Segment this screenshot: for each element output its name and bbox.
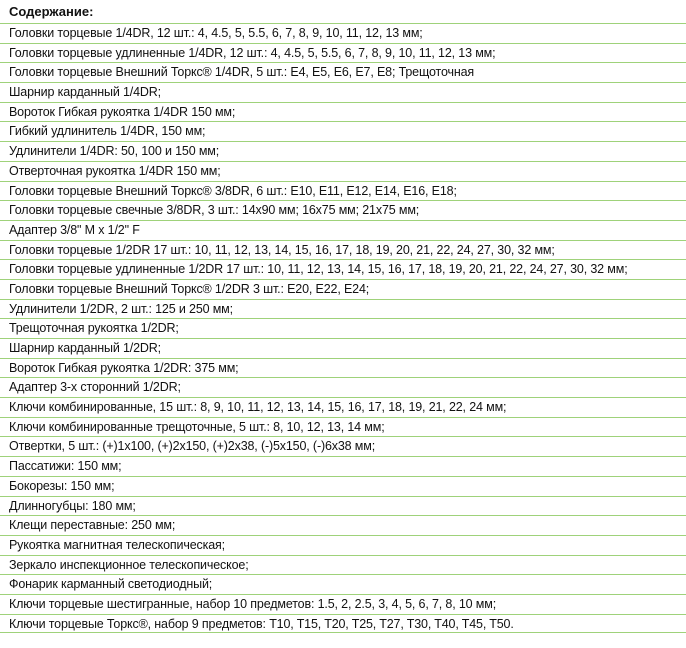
contents-row: Длинногубцы: 180 мм; <box>0 496 686 516</box>
contents-row: Отверточная рукоятка 1/4DR 150 мм; <box>0 161 686 181</box>
contents-row: Вороток Гибкая рукоятка 1/2DR: 375 мм; <box>0 358 686 378</box>
contents-row: Ключи торцевые Торкс®, набор 9 предметов: T10, T15, T20, T25, T27, T30, T40, T45, T50. <box>0 614 686 634</box>
contents-row: Рукоятка магнитная телескопическая; <box>0 535 686 555</box>
contents-row: Головки торцевые свечные 3/8DR, 3 шт.: 14x90 мм; 16x75 мм; 21x75 мм; <box>0 200 686 220</box>
contents-row: Шарнир карданный 1/4DR; <box>0 82 686 102</box>
contents-row: Адаптер 3-х сторонний 1/2DR; <box>0 377 686 397</box>
contents-row: Головки торцевые 1/2DR 17 шт.: 10, 11, 12, 13, 14, 15, 16, 17, 18, 19, 20, 21, 22, 24, 27, 30, 32 мм; <box>0 240 686 260</box>
contents-row: Трещоточная рукоятка 1/2DR; <box>0 318 686 338</box>
contents-row: Фонарик карманный светодиодный; <box>0 574 686 594</box>
contents-title: Содержание: <box>9 4 94 19</box>
contents-row: Головки торцевые Внешний Торкс® 1/2DR 3 шт.: E20, E22, E24; <box>0 279 686 299</box>
contents-row: Головки торцевые Внешний Торкс® 1/4DR, 5 шт.: E4, E5, E6, E7, E8; Трещоточная <box>0 62 686 82</box>
contents-row: Шарнир карданный 1/2DR; <box>0 338 686 358</box>
contents-row: Головки торцевые удлиненные 1/2DR 17 шт.: 10, 11, 12, 13, 14, 15, 16, 17, 18, 19, 20, 21, 22, 24, 27, 30, 32 мм; <box>0 259 686 279</box>
contents-row: Клещи переставные: 250 мм; <box>0 515 686 535</box>
contents-row: Головки торцевые 1/4DR, 12 шт.: 4, 4.5, 5, 5.5, 6, 7, 8, 9, 10, 11, 12, 13 мм; <box>0 23 686 43</box>
contents-row: Удлинители 1/2DR, 2 шт.: 125 и 250 мм; <box>0 299 686 319</box>
contents-row: Пассатижи: 150 мм; <box>0 456 686 476</box>
contents-row: Зеркало инспекционное телескопическое; <box>0 555 686 575</box>
contents-row: Адаптер 3/8" M x 1/2" F <box>0 220 686 240</box>
contents-row: Удлинители 1/4DR: 50, 100 и 150 мм; <box>0 141 686 161</box>
contents-row: Ключи комбинированные, 15 шт.: 8, 9, 10, 11, 12, 13, 14, 15, 16, 17, 18, 19, 21, 22, 24 мм; <box>0 397 686 417</box>
contents-row: Вороток Гибкая рукоятка 1/4DR 150 мм; <box>0 102 686 122</box>
contents-row: Отвертки, 5 шт.: (+)1x100, (+)2x150, (+)2x38, (-)5x150, (-)6x38 мм; <box>0 436 686 456</box>
contents-row: Гибкий удлинитель 1/4DR, 150 мм; <box>0 121 686 141</box>
contents-row: Ключи торцевые шестигранные, набор 10 предметов: 1.5, 2, 2.5, 3, 4, 5, 6, 7, 8, 10 мм; <box>0 594 686 614</box>
contents-row: Ключи комбинированные трещоточные, 5 шт.: 8, 10, 12, 13, 14 мм; <box>0 417 686 437</box>
contents-row: Головки торцевые Внешний Торкс® 3/8DR, 6 шт.: E10, E11, E12, E14, E16, E18; <box>0 181 686 201</box>
contents-row: Бокорезы: 150 мм; <box>0 476 686 496</box>
contents-row: Головки торцевые удлиненные 1/4DR, 12 шт.: 4, 4.5, 5, 5.5, 6, 7, 8, 9, 10, 11, 12, 13 мм; <box>0 43 686 63</box>
